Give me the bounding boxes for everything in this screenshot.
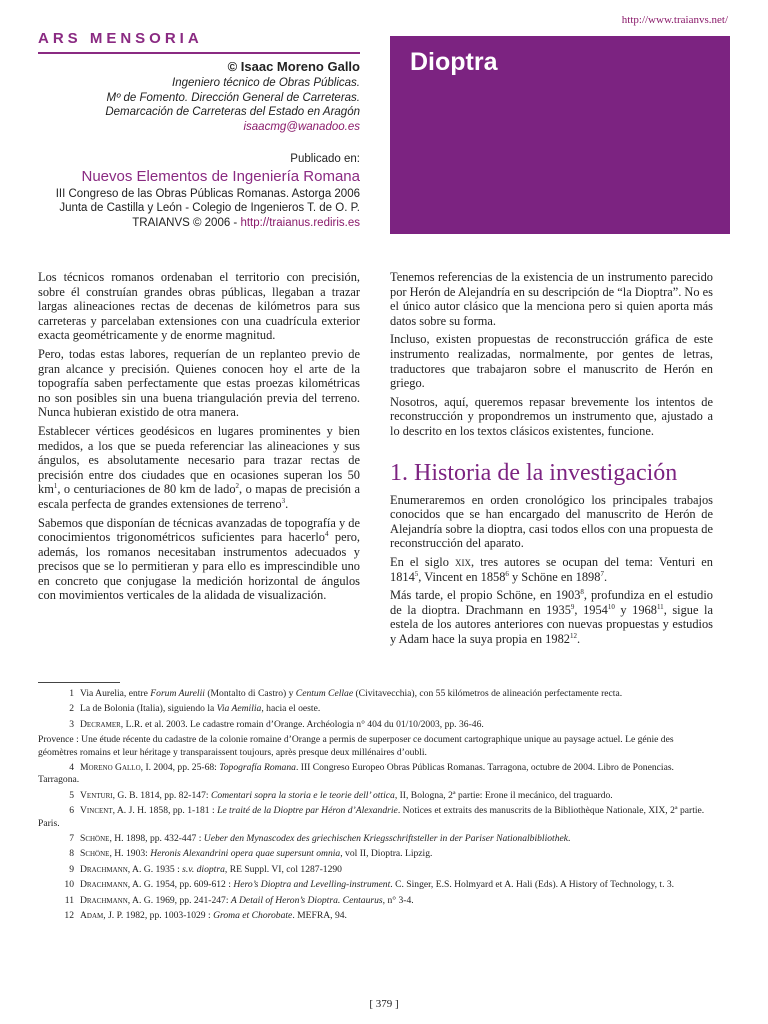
footnote xyxy=(38,703,714,715)
footnote-text: , RE Suppl. VI, col 1287-1290 xyxy=(224,863,342,875)
publication-publisher: Junta de Castilla y León - Colegio de Ingenieros T. de O. P. xyxy=(59,202,360,214)
paragraph-text: En el siglo xyxy=(390,554,455,569)
footnote-text: s.v. dioptra xyxy=(182,863,225,875)
footnote-text: , n° 3-4. xyxy=(382,894,414,906)
footnote-text: . Notices et extraits des manuscrits de la Bibliothèque Nationale, XIX, 2ª partie. Paris. xyxy=(38,805,705,829)
footnote-text: , hacia el oeste. xyxy=(261,703,321,715)
footnote-author: Schöne xyxy=(80,848,110,860)
footnote-ref[interactable]: 12 xyxy=(569,631,577,640)
publication-title: Nuevos Elementos de Ingeniería Romana xyxy=(81,167,360,185)
footnote xyxy=(38,719,714,731)
paragraph-text: , tres autores se ocupan del tema: Venturi en 1814 xyxy=(390,554,713,584)
publication-congress: III Congreso de las Obras Públicas Romanas. Astorga 2006 xyxy=(55,187,360,200)
footnote-number: 3 xyxy=(69,718,74,730)
paragraph xyxy=(390,555,713,584)
title-box xyxy=(390,36,730,234)
footnote-text: Via Aemilia xyxy=(216,703,262,715)
footnote-number: 4 xyxy=(69,762,74,774)
footnote xyxy=(38,688,714,700)
footnote-text: Heronis Alexandrini opera quae supersunt omnia xyxy=(150,848,341,860)
footnote-text: Topografía Romana xyxy=(219,762,296,774)
footnote-ref[interactable]: 2 xyxy=(235,482,240,491)
footnote-number: 8 xyxy=(69,848,74,860)
footnote-text: , H. 1898, pp. 432-447 : xyxy=(109,833,204,845)
footnote-text: (Montalto di Castro) y xyxy=(204,688,296,699)
footnote-text: (Civitavecchia), con 55 kilómetros de alineación perfectamente recta. xyxy=(353,688,623,699)
footnote-number: 12 xyxy=(64,910,74,922)
footnote-text: Comentari sopra la storia e le teorie dell’ ottica xyxy=(210,789,395,801)
paragraph-text: , o centuriaciones de 80 km de lado xyxy=(57,482,236,497)
footnote-divider xyxy=(38,682,120,683)
footnote: Provence : Une étude récente du cadastre de la colonie romaine d’Orange a permis de superposer ce document cartographique unique au paysage actuel. Le génie des géomètres romains et leur héritage y transparaissent toujours, après presque deux millénaires d’oubli. xyxy=(38,734,674,758)
footnote xyxy=(38,833,714,845)
footnote-number: 2 xyxy=(69,703,74,715)
footnotes xyxy=(38,688,714,926)
paragraph-text: . xyxy=(285,496,289,511)
footnote-text: Hero’s Dioptra and Levelling-instrument xyxy=(233,879,391,891)
footnote-ref[interactable]: 9 xyxy=(570,602,575,611)
footnote-text: , A. G. 1954, pp. 609-612 : xyxy=(127,879,234,891)
paragraph xyxy=(390,588,713,646)
article-title: Dioptra xyxy=(410,48,498,76)
footnote-text: Forum Aurelii xyxy=(150,688,205,699)
page-number: [ 379 ] xyxy=(369,998,399,1010)
footnote-number: 7 xyxy=(69,833,74,845)
footnote-text: , I. 2004, pp. 25-68: xyxy=(140,762,220,774)
author-role: Ingeniero técnico de Obras Públicas. xyxy=(172,77,360,89)
footnote-text: . C. Singer, E.S. Holmyard et A. Hali (Eds). A History of Technology, t. 3. xyxy=(390,879,675,891)
footnote-text: Groma et Chorobate xyxy=(213,910,293,922)
footnote-author: Vincent xyxy=(80,805,113,817)
paragraph: Nosotros, aquí, queremos repasar brevemente los intentos de reconstrucción y propondremos un instrumento que, ajustado a lo descrito en los textos clásicos existentes, funcione. xyxy=(390,394,713,438)
footnote-text: , H. 1903: xyxy=(109,848,151,860)
brand-title: ARS MENSORIA xyxy=(38,30,203,47)
footnote-ref[interactable]: 8 xyxy=(580,587,584,596)
footnote-text: , A. G. 1969, pp. 241-247: xyxy=(127,894,231,906)
footnote-text: Via Aurelia, entre xyxy=(80,688,151,699)
paragraph-text: y Schöne en 1898 xyxy=(508,569,601,584)
footnote-ref[interactable]: 5 xyxy=(414,569,419,578)
footnote-text: , L.R. et al. 2003. Le cadastre romain d’Orange. Archéologia n° 404 du 01/10/2003, pp. 36-46. xyxy=(120,718,484,730)
footnote xyxy=(38,805,714,830)
footnote-text: , A. J. H. 1858, pp. 1-181 : xyxy=(112,805,218,817)
footnote-author: Decramer xyxy=(80,718,121,730)
footnote-text: A Detail of Heron’s Dioptra. Centaurus xyxy=(230,894,383,906)
footnote xyxy=(38,762,714,787)
paragraph-text: , sigue la estela de los autores anteriores con nuevas propuestas y estudios y Adam hace la suya propia en 1982 xyxy=(390,602,713,646)
footnote-text: . III Congreso Europeo Obras Públicas Romanas. Tarragona, octubre de 2004. Libro de Ponencias. Tarragona. xyxy=(38,762,674,786)
footnote-text: , A. G. 1935 : xyxy=(127,863,183,875)
paragraph-text: Sabemos que disponían de técnicas avanzadas de topografía y de conocimientos trigonométricos suficientes para hacerlo xyxy=(38,515,360,545)
header-url-link[interactable]: http://www.traianvs.net/ xyxy=(621,14,728,26)
paragraph-text: . xyxy=(576,631,581,646)
publication-block xyxy=(38,152,360,230)
paragraph-text: , 1954 xyxy=(574,602,608,617)
publication-link[interactable]: http://traianus.rediris.es xyxy=(240,216,360,229)
footnote-author: Venturi xyxy=(80,789,113,801)
paragraph-text: , o mapas de precisión a escala perfecta de grandes extensiones de terreno xyxy=(38,482,360,511)
footnote xyxy=(38,848,714,860)
paragraph xyxy=(38,516,360,604)
footnote-text: La de Bolonia (Italia), siguiendo la xyxy=(80,703,217,715)
paragraph-text: Más tarde, el propio Schöne, en 1903 xyxy=(390,588,581,603)
footnote-ref[interactable]: 7 xyxy=(600,569,604,578)
paragraph-text: pero, además, los romanos necesitaban instrumentos adecuados y precisos que se lo permitieran y para ello es imprescindible uno en concreto que conjugase la medición horizontal de ángulos con movimientos verticales de la alidada de visualización. xyxy=(38,530,360,603)
footnote-ref[interactable]: 6 xyxy=(505,569,509,578)
footnote-text: , vol II, Dioptra. Lipzig. xyxy=(340,848,433,860)
author-org: Mº de Fomento. Dirección General de Carreteras. xyxy=(106,91,360,104)
paragraph: Enumeraremos en orden cronológico los principales trabajos conocidos que se han encargado del manuscrito de Herón de Alejandría sobre la dioptra, casi todos ellos con una propuesta de reconstrucción del aparato. xyxy=(390,492,713,551)
footnote-number: 5 xyxy=(69,789,74,801)
paragraph-text: , profundiza en el estudio de la dioptra. Drachmann en 1935 xyxy=(390,588,713,617)
left-column xyxy=(38,270,360,607)
paragraph-text: . xyxy=(603,569,608,584)
footnote-text: , II, Bologna, 2ª partie: Erone il mecánico, del traguardo. xyxy=(394,789,613,801)
footnote-text: . xyxy=(568,833,571,845)
footnote-number: 11 xyxy=(64,894,74,906)
section-title: 1. Historia de la investigación xyxy=(390,459,678,486)
footnote-author: Drachmann xyxy=(80,863,128,875)
footnote-text: . MEFRA, 94. xyxy=(292,910,347,922)
footnote-number: 6 xyxy=(69,805,74,817)
footnote-author: Adam xyxy=(80,910,104,922)
paragraph-text: y 1968 xyxy=(614,602,657,617)
century-numeral: xix xyxy=(455,554,471,569)
footnote-text: , G. B. 1814, pp. 82-147: xyxy=(112,789,211,801)
publication-copyright-text: TRAIANVS © 2006 - xyxy=(132,216,241,229)
footnote-ref[interactable]: 4 xyxy=(325,529,329,538)
footnote-author: Schöne xyxy=(80,833,110,845)
footnote-text: , J. P. 1982, pp. 1003-1029 : xyxy=(103,910,214,922)
paragraph: Los técnicos romanos ordenaban el territorio con precisión, sobre él construían grandes obras públicas, llegaban a trazar largas alineaciones rectas de decenas de kilómetros para sus carreteras y parcelaban extensiones con una cuadrícula exterior exacta geométricamente y de enorme magnitud. xyxy=(38,270,360,343)
footnote xyxy=(38,895,714,907)
paragraph: Incluso, existen propuestas de reconstrucción gráfica de este instrumento realizadas, normalmente, por gentes de letras, traductores que trabajaron sobre el manuscrito de Herón en griego. xyxy=(390,332,713,391)
publication-copyright xyxy=(38,216,360,231)
footnote-text: Ueber den Mynascodex des griechischen Kriegsschriftsteller in der Pariser Nationalbibliothek xyxy=(203,833,569,845)
footnote-ref[interactable]: 11 xyxy=(656,602,664,611)
author-block xyxy=(38,58,360,134)
footnote-author: Drachmann xyxy=(80,879,128,891)
footnote-number: 10 xyxy=(64,879,74,891)
footnote-ref[interactable]: 10 xyxy=(607,602,615,611)
right-column xyxy=(390,270,713,650)
footnote-author: Moreno Gallo xyxy=(80,762,141,774)
footnote xyxy=(38,879,714,891)
footnote-number: 9 xyxy=(69,863,74,875)
author-org-unit: Demarcación de Carreteras del Estado en Aragón xyxy=(105,106,360,118)
author-email-link[interactable]: isaacmg@wanadoo.es xyxy=(243,120,360,133)
footnote xyxy=(38,864,714,876)
paragraph: Pero, todas estas labores, requerían de un replanteo previo de gran alcance y precisión. Quienes conocen hoy el arte de la topografía saben perfectamente que estas proezas kilométricas no son posibles sin una buena triangulación previa del terreno. Nunca hubieran existido de otra manera. xyxy=(38,346,360,420)
footnote-text: Centum Cellae xyxy=(295,688,354,699)
footnote-number: 1 xyxy=(69,688,74,699)
footnote-author: Drachmann xyxy=(80,894,128,906)
footnote-ref[interactable]: 3 xyxy=(281,496,286,505)
paragraph xyxy=(38,424,360,512)
footnote xyxy=(38,790,714,802)
header-divider xyxy=(38,52,360,54)
footnote xyxy=(38,910,714,922)
publication-label: Publicado en: xyxy=(290,153,360,165)
paragraph-text: Establecer vértices geodésicos en lugares prominentes y bien medidos, a los que se pueda referenciar las alineaciones y sus ángulos, es absolutamente necesario para trazar rectas de precisión entre dos ciudades que en ocasiones superan los 50 km xyxy=(38,423,360,497)
author-name: © Isaac Moreno Gallo xyxy=(227,59,360,74)
footnote-text: Le traité de la Dioptre par Héron d’Alexandrie xyxy=(217,805,398,817)
paragraph-text: , Vincent en 1858 xyxy=(418,569,506,584)
footnote-ref[interactable]: 1 xyxy=(53,482,58,491)
paragraph: Tenemos referencias de la existencia de un instrumento parecido por Herón de Alejandría en su descripción de “la Dioptra”. No es el único autor clásico que la menciona pero si quien aporta más datos sobre su forma. xyxy=(390,270,713,328)
